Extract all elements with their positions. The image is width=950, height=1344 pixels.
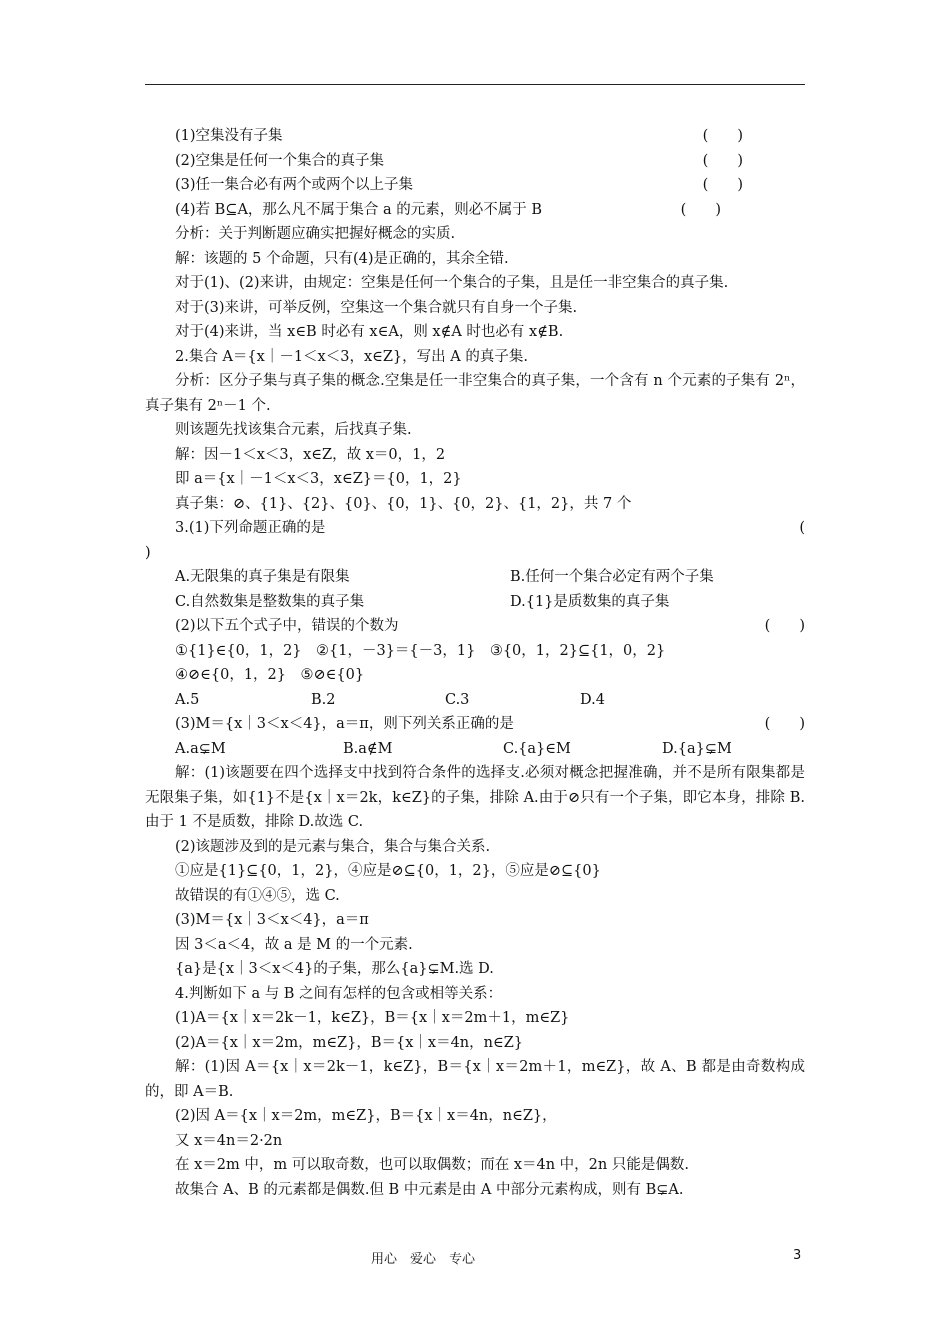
option-b: B.a∉M: [343, 740, 393, 757]
answer-paren-close: ): [145, 544, 151, 561]
q2-analysis: 分析：区分子集与真子集的概念.空集是任一非空集合的真子集，一个含有 n 个元素的子集有 2ⁿ，真子集有 2ⁿ－1 个.: [145, 373, 805, 414]
option-b: B.2: [311, 691, 336, 708]
option-c: C.3: [445, 691, 470, 708]
q1-analysis: 分析：关于判断题应确实把握好概念的实质.: [175, 226, 456, 242]
q4-solution-2d: 故集合 A、B 的元素都是偶数.但 B 中元素是由 A 中部分元素构成，则有 B⊊A.: [175, 1181, 684, 1198]
q4-part-1: (1)A＝{x｜x＝2k－1，k∈Z}，B＝{x｜x＝2m＋1，m∈Z}: [175, 1010, 570, 1026]
q1-item-1-text: (1)空集没有子集: [175, 128, 283, 144]
q3-part1-stem: 3.(1)下列命题正确的是 (: [145, 516, 805, 541]
option-a: A.无限集的真子集是有限集: [175, 569, 350, 585]
q2-solution-3: 真子集：⊘、{1}、{2}、{0}、{0，1}、{0，2}、{1，2}，共 7 个: [175, 495, 632, 512]
q4-solution-2b: 又 x＝4n＝2·2n: [175, 1132, 283, 1149]
q2-solution-1: 解：因－1＜x＜3，x∈Z，故 x＝0，1，2: [175, 446, 446, 463]
answer-paren: ( ): [764, 618, 805, 634]
q3-part2-stem: (2)以下五个式子中，错误的个数为 ( ): [145, 614, 805, 639]
page-body: [145, 124, 805, 1202]
q3-part2-line1: ①{1}∈{0，1，2} ②{1，－3}＝{－3，1} ③{0，1，2}⊆{1，0，2}: [175, 642, 666, 659]
q4-solution-1: 解：(1)因 A＝{x｜x＝2k－1，k∈Z}，B＝{x｜x＝2m＋1，m∈Z}，故 A、B 都是由奇数构成的，即 A＝B.: [145, 1059, 805, 1100]
footer-motto: 用心 爱心 专心: [371, 1252, 476, 1267]
q3-solution-3b: 因 3＜a＜4，故 a 是 M 的一个元素.: [175, 936, 413, 953]
answer-paren: ( ): [702, 177, 743, 193]
option-a: A.5: [175, 691, 200, 708]
q1-note-2: 对于(3)来讲，可举反例，空集这一个集合就只有自身一个子集.: [175, 299, 578, 316]
q4-solution-2a: (2)因 A＝{x｜x＝2m，m∈Z}，B＝{x｜x＝4n，n∈Z}，: [175, 1108, 557, 1124]
q4-part-2: (2)A＝{x｜x＝2m，m∈Z}，B＝{x｜x＝4n，n∈Z}: [175, 1034, 524, 1051]
answer-paren: ( ): [764, 716, 805, 732]
q2-stem: 2.集合 A＝{x｜－1＜x＜3，x∈Z}，写出 A 的真子集.: [175, 348, 528, 365]
q1-item-3-text: (3)任一集合必有两个或两个以上子集: [175, 177, 414, 193]
answer-paren: ( ): [702, 128, 743, 144]
q1-solution: 解：该题的 5 个命题，只有(4)是正确的，其余全错.: [175, 250, 509, 267]
q1-item-1: [145, 124, 805, 149]
page-number: 3: [793, 1248, 802, 1263]
option-c: C.{a}∈M: [503, 740, 571, 757]
q3-part2-options: [145, 688, 805, 713]
q2-step: 则该题先找该集合元素，后找真子集.: [175, 422, 412, 438]
q3-part2-line2: ④⊘∈{0，1，2} ⑤⊘∈{0}: [175, 667, 365, 683]
q3-solution-3a: (3)M＝{x｜3＜x＜4}，a＝π: [175, 912, 369, 928]
option-d: D.{a}⊊M: [662, 740, 732, 757]
q1-note-3: 对于(4)来讲，当 x∈B 时必有 x∈A，则 x∉A 时也必有 x∉B.: [175, 324, 564, 340]
q4-stem: 4.判断如下 a 与 B 之间有怎样的包含或相等关系：: [175, 985, 503, 1002]
answer-paren: ( ): [702, 152, 743, 169]
q3-part1-options-row2: [145, 590, 805, 615]
q1-item-2: [145, 149, 805, 174]
option-d: D.{1}是质数集的真子集: [510, 593, 670, 610]
q3-part1-options-row1: [145, 565, 805, 590]
q3-part3-stem: (3)M＝{x｜3＜x＜4}，a＝π，则下列关系正确的是 ( ): [145, 712, 805, 737]
q3-solution-1: 解：(1)该题要在四个选择支中找到符合条件的选择支.必须对概念把握准确，并不是所有限集都是无限集子集，如{1}不是{x｜x＝2k，k∈Z}的子集，排除 A.由于⊘只有一个子集，即它本身，排除 B.由于 1 不是质数，排除 D.故选 C.: [145, 765, 805, 830]
q1-item-4-text: (4)若 B⊆A，那么凡不属于集合 a 的元素，则必不属于 B: [175, 201, 543, 218]
header-rule: [145, 84, 805, 85]
q1-note-1: 对于(1)、(2)来讲，由规定：空集是任何一个集合的子集，且是任一非空集合的真子集.: [175, 275, 729, 291]
option-c: C.自然数集是整数集的真子集: [175, 593, 365, 610]
q3-solution-2b: ①应是{1}⊆{0，1，2}，④应是⊘⊆{0，1，2}，⑤应是⊘⊆{0}: [175, 863, 601, 879]
q2-solution-2: 即 a＝{x｜－1＜x＜3，x∈Z}＝{0，1，2}: [175, 471, 462, 487]
q1-item-2-text: (2)空集是任何一个集合的真子集: [175, 152, 385, 169]
q3-solution-3c: {a}是{x｜3＜x＜4}的子集，那么{a}⊊M.选 D.: [175, 961, 494, 977]
option-a: A.a⊊M: [175, 740, 226, 757]
option-b: B.任何一个集合必定有两个子集: [510, 569, 714, 585]
q4-solution-2c: 在 x＝2m 中，m 可以取奇数，也可以取偶数；而在 x＝4n 中，2n 只能是偶数.: [175, 1157, 689, 1173]
option-d: D.4: [580, 691, 605, 708]
q3-solution-2c: 故错误的有①④⑤，选 C.: [175, 887, 340, 904]
q1-item-4: [145, 198, 805, 223]
answer-paren: ( ): [680, 201, 721, 218]
q1-item-3: [145, 173, 805, 198]
q3-part3-options: [145, 737, 805, 762]
answer-paren-open: (: [799, 520, 805, 536]
q3-solution-2a: (2)该题涉及到的是元素与集合，集合与集合关系.: [175, 838, 491, 855]
